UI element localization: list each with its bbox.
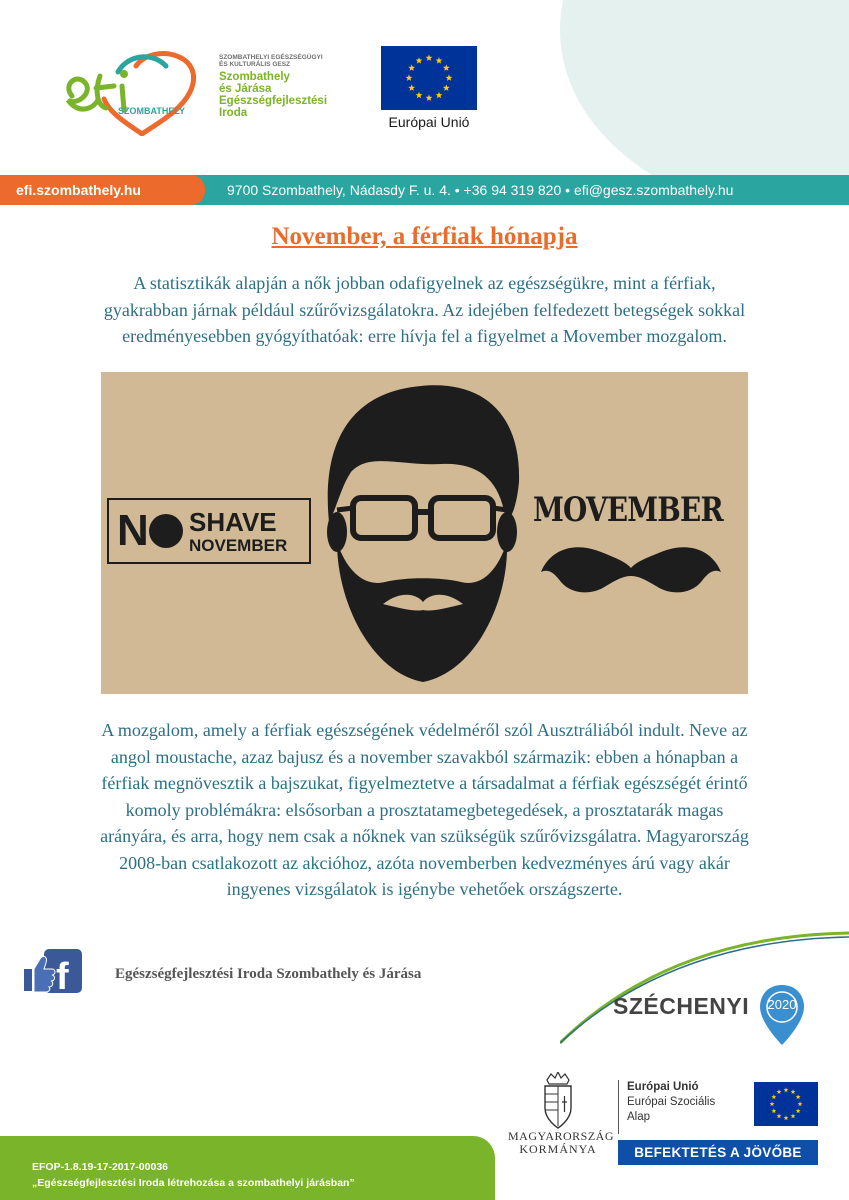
eu-flag-icon bbox=[754, 1082, 818, 1126]
esf-line2: Európai Szociális bbox=[627, 1096, 716, 1108]
szechenyi-year: 2020 bbox=[767, 997, 797, 1012]
noshave-shave: SHAVE bbox=[189, 507, 277, 537]
paragraph-line: 2008-ban csatlakozott az akcióhoz, azóta novemberben kedvezményes árú vagy akár bbox=[119, 852, 730, 873]
org-small-line: SZOMBATHELYI EGÉSZSÉGÜGYI bbox=[219, 54, 323, 61]
movember-label: MOVEMBER bbox=[533, 490, 723, 530]
paragraph-line: A mozgalom, amely a férfiak egészségének védelméről szól Ausztráliából indult. Neve az bbox=[101, 720, 748, 740]
header-decoration bbox=[560, 0, 849, 175]
paragraph-line: A statisztikák alapján a nők jobban odafigyelnek az egészségükre, mint a férfiak, bbox=[133, 273, 716, 293]
mustache-icon bbox=[541, 547, 721, 592]
noshave-november: NOVEMBER bbox=[189, 536, 288, 555]
project-info-bar bbox=[0, 1136, 495, 1200]
intro-paragraph bbox=[20, 270, 829, 350]
organization-name bbox=[219, 55, 359, 119]
org-name-line: Egészségfejlesztési bbox=[219, 94, 328, 107]
org-small-line: ÉS KULTURÁLIS GESZ bbox=[219, 60, 291, 68]
szechenyi-2020-logo bbox=[613, 983, 813, 1053]
facebook-page-label[interactable]: Egészségfejlesztési Iroda Szombathely és Járása bbox=[115, 966, 422, 982]
org-name-line: Szombathely bbox=[219, 70, 290, 83]
szechenyi-pin-icon bbox=[758, 983, 806, 1047]
eu-logo bbox=[381, 46, 477, 130]
paragraph-line: férfiak megnövesztik a bajszukat, figyelmeztetve a társadalmat a férfiak egészségét érintő bbox=[101, 773, 748, 793]
paragraph-line: eredményesebben gyógyíthatóak: erre hívja fel a figyelmet a Movember mozgalom. bbox=[122, 326, 727, 346]
hungarian-crest-icon bbox=[541, 1072, 575, 1130]
mustache-face-icon bbox=[149, 514, 183, 548]
eu-caption: Európai Unió bbox=[388, 114, 470, 130]
body-paragraph bbox=[20, 717, 829, 903]
paragraph-line: angol moustache, azaz bajusz és a november szavakból származik: ebben a hónapban a bbox=[110, 746, 739, 767]
esf-line3: Alap bbox=[627, 1111, 651, 1123]
esf-banner: BEFEKTETÉS A JÖVŐBE bbox=[618, 1140, 818, 1165]
paragraph-line: ingyenes vizsgálatok is igénybe vehetőek országszerte. bbox=[226, 879, 623, 899]
gov-line2: KORMÁNYA bbox=[519, 1142, 597, 1156]
svg-text:f: f bbox=[56, 956, 69, 993]
hungarian-government-logo bbox=[508, 1072, 615, 1172]
article-title: November, a férfiak hónapja bbox=[271, 223, 578, 250]
noshave-n: N bbox=[117, 506, 149, 555]
gov-line1: MAGYARORSZÁG bbox=[508, 1129, 615, 1143]
efi-logo-text: SZOMBATHELY bbox=[118, 106, 186, 116]
org-name-line: Iroda bbox=[219, 106, 248, 119]
contact-info: 9700 Szombathely, Nádasdy F. u. 4. • +36 94 319 820 • efi@gesz.szombathely.hu bbox=[191, 175, 849, 205]
esf-line1: Európai Unió bbox=[627, 1081, 699, 1093]
project-title: „Egészségfejlesztési Iroda létrehozása a szombathelyi járásban” bbox=[32, 1177, 355, 1189]
contact-bar bbox=[0, 175, 849, 205]
esf-logo bbox=[618, 1080, 818, 1165]
paragraph-line: komoly problémákra: elsősorban a prosztatamegbetegedések, a prosztatarák magas bbox=[125, 799, 724, 820]
org-name-line: és Járása bbox=[219, 82, 272, 95]
movember-image bbox=[101, 372, 748, 694]
efi-heart-logo bbox=[58, 44, 218, 136]
facebook-like-icon[interactable] bbox=[22, 949, 82, 993]
paragraph-line: gyakrabban járnak például szűrővizsgálatokra. Az idejében felfedezett betegségek sokkal bbox=[103, 299, 746, 320]
paragraph-line: arányára, és arra, hogy nem csak a nőknek van szükségük szűrővizsgálatra. Magyarország bbox=[100, 826, 749, 846]
website-link[interactable]: efi.szombathely.hu bbox=[0, 175, 205, 205]
eu-flag-icon bbox=[381, 46, 477, 110]
no-shave-november-badge bbox=[107, 498, 311, 564]
project-code: EFOP-1.8.19-17-2017-00036 bbox=[32, 1161, 169, 1173]
esf-text bbox=[618, 1080, 718, 1134]
szechenyi-text: SZÉCHENYI bbox=[613, 993, 750, 1019]
